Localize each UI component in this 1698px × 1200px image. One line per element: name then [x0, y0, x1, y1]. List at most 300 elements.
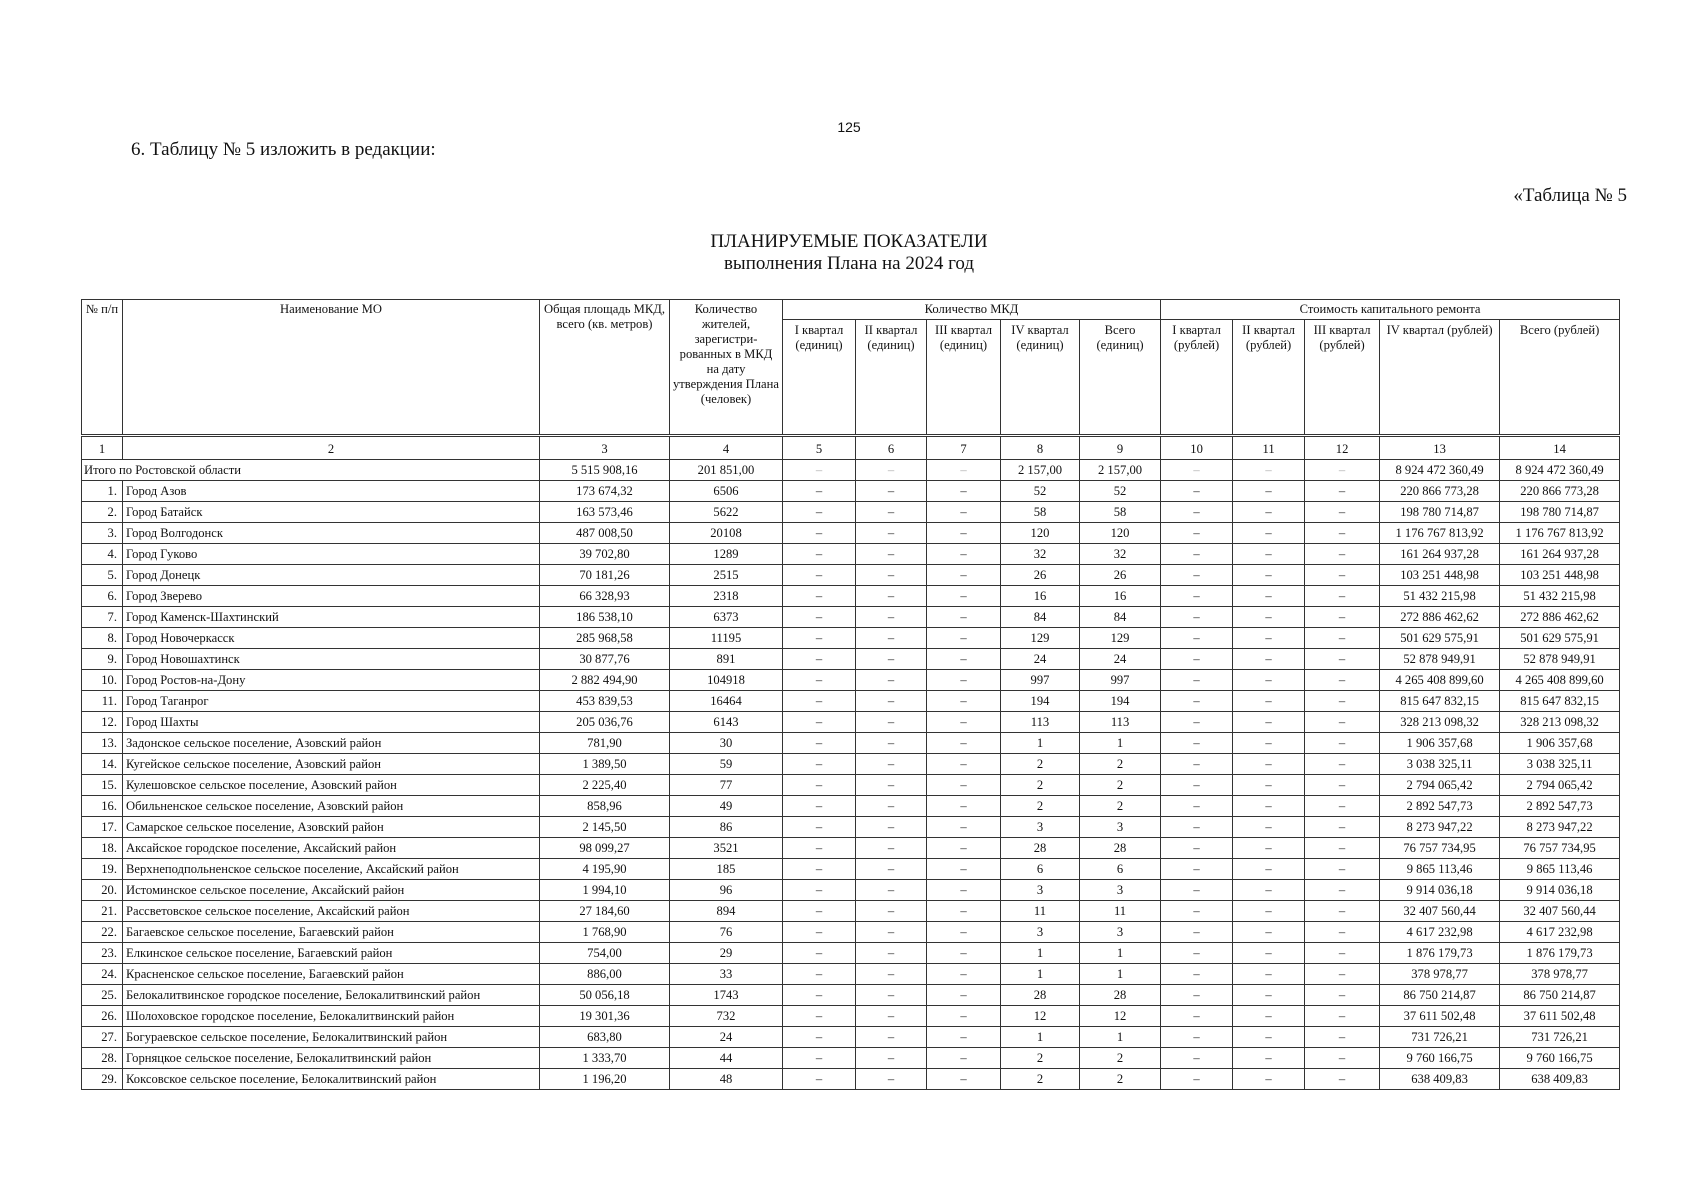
cost-q4-cell: 4 617 232,98: [1380, 922, 1500, 943]
column-number: 6: [856, 436, 927, 460]
units-quarter-dash: –: [856, 712, 927, 733]
units-q4-cell: 3: [1001, 922, 1080, 943]
units-total-cell: 26: [1080, 565, 1161, 586]
row-number: 2.: [82, 502, 123, 523]
units-total-cell: 58: [1080, 502, 1161, 523]
cost-q4-cell: 731 726,21: [1380, 1027, 1500, 1048]
units-quarter-dash: –: [856, 691, 927, 712]
units-quarter-dash: –: [783, 943, 856, 964]
units-q4-cell: 26: [1001, 565, 1080, 586]
units-total-cell: 2: [1080, 775, 1161, 796]
cost-quarter-dash: –: [1233, 859, 1305, 880]
cost-q4-cell: 220 866 773,28: [1380, 481, 1500, 502]
row-number: 7.: [82, 607, 123, 628]
area-cell: 1 389,50: [540, 754, 670, 775]
header-q2-units: II квартал (единиц): [856, 320, 927, 436]
residents-cell: 86: [670, 817, 783, 838]
cost-quarter-dash: –: [1161, 901, 1233, 922]
units-quarter-dash: –: [856, 796, 927, 817]
cost-quarter-dash: –: [1233, 817, 1305, 838]
row-number: 10.: [82, 670, 123, 691]
units-quarter-dash: –: [927, 607, 1001, 628]
table-row: [82, 1027, 1620, 1048]
units-quarter-dash: –: [856, 544, 927, 565]
cost-q4-cell: 103 251 448,98: [1380, 565, 1500, 586]
area-cell: 886,00: [540, 964, 670, 985]
units-quarter-dash: –: [927, 733, 1001, 754]
units-quarter-dash: –: [856, 649, 927, 670]
municipality-name: Аксайское городское поселение, Аксайский район: [123, 838, 540, 859]
header-mkd-group: Количество МКД: [783, 300, 1161, 320]
cost-quarter-dash: –: [1161, 754, 1233, 775]
cost-q4-cell: 2 794 065,42: [1380, 775, 1500, 796]
area-cell: 2 145,50: [540, 817, 670, 838]
cost-total-cell: 1 176 767 813,92: [1500, 523, 1620, 544]
table-row: [82, 607, 1620, 628]
residents-cell: 29: [670, 943, 783, 964]
units-quarter-dash: –: [783, 565, 856, 586]
units-quarter-dash: –: [783, 544, 856, 565]
units-quarter-dash: –: [856, 922, 927, 943]
units-quarter-dash: –: [856, 880, 927, 901]
units-quarter-dash: –: [927, 1027, 1001, 1048]
cost-quarter-dash: –: [1305, 796, 1380, 817]
units-quarter-dash: –: [927, 922, 1001, 943]
table-row: [82, 985, 1620, 1006]
cost-total-cell: 86 750 214,87: [1500, 985, 1620, 1006]
area-cell: 66 328,93: [540, 586, 670, 607]
cost-quarter-dash: –: [1305, 859, 1380, 880]
residents-cell: 11195: [670, 628, 783, 649]
units-quarter-dash: –: [927, 754, 1001, 775]
row-number: 24.: [82, 964, 123, 985]
units-quarter-dash: –: [783, 1006, 856, 1027]
total-cell: –: [1305, 460, 1380, 481]
units-total-cell: 11: [1080, 901, 1161, 922]
cost-quarter-dash: –: [1305, 901, 1380, 922]
cost-q4-cell: 3 038 325,11: [1380, 754, 1500, 775]
cost-quarter-dash: –: [1161, 817, 1233, 838]
cost-q4-cell: 8 273 947,22: [1380, 817, 1500, 838]
header-area: Общая площадь МКД, всего (кв. метров): [540, 300, 670, 436]
cost-quarter-dash: –: [1305, 481, 1380, 502]
area-cell: 186 538,10: [540, 607, 670, 628]
cost-quarter-dash: –: [1233, 901, 1305, 922]
cost-quarter-dash: –: [1233, 544, 1305, 565]
cost-q4-cell: 1 176 767 813,92: [1380, 523, 1500, 544]
municipality-name: Город Волгодонск: [123, 523, 540, 544]
total-cell: 8 924 472 360,49: [1380, 460, 1500, 481]
cost-total-cell: 638 409,83: [1500, 1069, 1620, 1090]
units-total-cell: 28: [1080, 838, 1161, 859]
units-quarter-dash: –: [783, 502, 856, 523]
units-q4-cell: 3: [1001, 817, 1080, 838]
units-q4-cell: 2: [1001, 1069, 1080, 1090]
units-quarter-dash: –: [927, 502, 1001, 523]
units-total-cell: 2: [1080, 1069, 1161, 1090]
municipality-name: Елкинское сельское поселение, Багаевский район: [123, 943, 540, 964]
cost-quarter-dash: –: [1161, 565, 1233, 586]
total-cell: –: [927, 460, 1001, 481]
table-row: [82, 901, 1620, 922]
cost-total-cell: 52 878 949,91: [1500, 649, 1620, 670]
cost-quarter-dash: –: [1305, 733, 1380, 754]
units-quarter-dash: –: [856, 985, 927, 1006]
cost-quarter-dash: –: [1305, 880, 1380, 901]
units-quarter-dash: –: [856, 859, 927, 880]
page-number: 125: [837, 119, 861, 135]
cost-quarter-dash: –: [1233, 565, 1305, 586]
row-number: 4.: [82, 544, 123, 565]
municipality-name: Город Донецк: [123, 565, 540, 586]
row-number: 5.: [82, 565, 123, 586]
total-cell: 2 157,00: [1080, 460, 1161, 481]
units-quarter-dash: –: [783, 712, 856, 733]
residents-cell: 49: [670, 796, 783, 817]
cost-total-cell: 51 432 215,98: [1500, 586, 1620, 607]
cost-quarter-dash: –: [1305, 1027, 1380, 1048]
cost-q4-cell: 9 865 113,46: [1380, 859, 1500, 880]
header-residents: Количество жителей, зарегистри-рованных в МКД на дату утверждения Плана (человек): [670, 300, 783, 436]
municipality-name: Город Шахты: [123, 712, 540, 733]
instruction-text: 6. Таблицу № 5 изложить в редакции:: [131, 139, 436, 160]
units-q4-cell: 32: [1001, 544, 1080, 565]
cost-quarter-dash: –: [1233, 1048, 1305, 1069]
cost-quarter-dash: –: [1233, 649, 1305, 670]
residents-cell: 2515: [670, 565, 783, 586]
municipality-name: Самарское сельское поселение, Азовский район: [123, 817, 540, 838]
cost-q4-cell: 9 760 166,75: [1380, 1048, 1500, 1069]
cost-q4-cell: 9 914 036,18: [1380, 880, 1500, 901]
row-number: 1.: [82, 481, 123, 502]
residents-cell: 732: [670, 1006, 783, 1027]
cost-quarter-dash: –: [1161, 964, 1233, 985]
residents-cell: 6143: [670, 712, 783, 733]
units-q4-cell: 12: [1001, 1006, 1080, 1027]
municipality-name: Город Новочеркасск: [123, 628, 540, 649]
table-row: [82, 1048, 1620, 1069]
residents-cell: 6373: [670, 607, 783, 628]
units-q4-cell: 129: [1001, 628, 1080, 649]
cost-quarter-dash: –: [1305, 712, 1380, 733]
cost-total-cell: 76 757 734,95: [1500, 838, 1620, 859]
units-quarter-dash: –: [927, 775, 1001, 796]
area-cell: 1 333,70: [540, 1048, 670, 1069]
row-number: 26.: [82, 1006, 123, 1027]
units-quarter-dash: –: [783, 670, 856, 691]
residents-cell: 33: [670, 964, 783, 985]
residents-cell: 894: [670, 901, 783, 922]
cost-total-cell: 4 265 408 899,60: [1500, 670, 1620, 691]
municipality-name: Истоминское сельское поселение, Аксайский район: [123, 880, 540, 901]
units-quarter-dash: –: [783, 880, 856, 901]
cost-quarter-dash: –: [1233, 985, 1305, 1006]
units-quarter-dash: –: [927, 859, 1001, 880]
cost-quarter-dash: –: [1305, 943, 1380, 964]
area-cell: 163 573,46: [540, 502, 670, 523]
units-quarter-dash: –: [927, 565, 1001, 586]
area-cell: 19 301,36: [540, 1006, 670, 1027]
units-quarter-dash: –: [856, 586, 927, 607]
units-quarter-dash: –: [783, 901, 856, 922]
table-row: [82, 859, 1620, 880]
units-total-cell: 3: [1080, 922, 1161, 943]
cost-quarter-dash: –: [1233, 754, 1305, 775]
units-quarter-dash: –: [856, 943, 927, 964]
cost-total-cell: 198 780 714,87: [1500, 502, 1620, 523]
municipality-name: Город Зверево: [123, 586, 540, 607]
units-q4-cell: 113: [1001, 712, 1080, 733]
cost-q4-cell: 86 750 214,87: [1380, 985, 1500, 1006]
units-quarter-dash: –: [856, 964, 927, 985]
municipality-name: Верхнеподпольненское сельское поселение, Аксайский район: [123, 859, 540, 880]
document-title: [0, 231, 1698, 275]
units-q4-cell: 28: [1001, 838, 1080, 859]
area-cell: 2 225,40: [540, 775, 670, 796]
row-number: 11.: [82, 691, 123, 712]
header-name: Наименование МО: [123, 300, 540, 436]
residents-cell: 77: [670, 775, 783, 796]
cost-q4-cell: 161 264 937,28: [1380, 544, 1500, 565]
area-cell: 754,00: [540, 943, 670, 964]
cost-quarter-dash: –: [1233, 523, 1305, 544]
table-row: [82, 1069, 1620, 1090]
total-cell: 8 924 472 360,49: [1500, 460, 1620, 481]
table-row: [82, 502, 1620, 523]
units-total-cell: 194: [1080, 691, 1161, 712]
row-number: 15.: [82, 775, 123, 796]
municipality-name: Рассветовское сельское поселение, Аксайский район: [123, 901, 540, 922]
cost-total-cell: 8 273 947,22: [1500, 817, 1620, 838]
area-cell: 2 882 494,90: [540, 670, 670, 691]
column-number: 10: [1161, 436, 1233, 460]
cost-total-cell: 272 886 462,62: [1500, 607, 1620, 628]
column-number: 4: [670, 436, 783, 460]
units-total-cell: 32: [1080, 544, 1161, 565]
cost-total-cell: 731 726,21: [1500, 1027, 1620, 1048]
municipality-name: Обильненское сельское поселение, Азовский район: [123, 796, 540, 817]
area-cell: 453 839,53: [540, 691, 670, 712]
total-label: Итого по Ростовской области: [82, 460, 540, 481]
cost-q4-cell: 501 629 575,91: [1380, 628, 1500, 649]
cost-quarter-dash: –: [1161, 481, 1233, 502]
table-row: [82, 754, 1620, 775]
units-quarter-dash: –: [783, 922, 856, 943]
municipality-name: Город Новошахтинск: [123, 649, 540, 670]
cost-quarter-dash: –: [1233, 502, 1305, 523]
table-body: [82, 460, 1620, 1090]
units-quarter-dash: –: [856, 838, 927, 859]
residents-cell: 6506: [670, 481, 783, 502]
cost-quarter-dash: –: [1305, 628, 1380, 649]
column-number: 2: [123, 436, 540, 460]
cost-quarter-dash: –: [1161, 712, 1233, 733]
header-q3-units: III квартал (единиц): [927, 320, 1001, 436]
cost-quarter-dash: –: [1161, 775, 1233, 796]
cost-quarter-dash: –: [1233, 733, 1305, 754]
municipality-name: Кугейское сельское поселение, Азовский район: [123, 754, 540, 775]
cost-q4-cell: 378 978,77: [1380, 964, 1500, 985]
column-number: 3: [540, 436, 670, 460]
units-quarter-dash: –: [927, 901, 1001, 922]
table-row: [82, 586, 1620, 607]
units-q4-cell: 24: [1001, 649, 1080, 670]
total-cell: 201 851,00: [670, 460, 783, 481]
cost-quarter-dash: –: [1233, 586, 1305, 607]
cost-quarter-dash: –: [1305, 691, 1380, 712]
municipality-name: Город Азов: [123, 481, 540, 502]
table-row: [82, 796, 1620, 817]
units-total-cell: 12: [1080, 1006, 1161, 1027]
units-q4-cell: 1: [1001, 733, 1080, 754]
cost-quarter-dash: –: [1233, 796, 1305, 817]
units-total-cell: 3: [1080, 880, 1161, 901]
units-total-cell: 2: [1080, 1048, 1161, 1069]
residents-cell: 1289: [670, 544, 783, 565]
residents-cell: 24: [670, 1027, 783, 1048]
units-quarter-dash: –: [927, 481, 1001, 502]
units-quarter-dash: –: [783, 586, 856, 607]
units-q4-cell: 2: [1001, 1048, 1080, 1069]
municipality-name: Коксовское сельское поселение, Белокалитвинский район: [123, 1069, 540, 1090]
units-quarter-dash: –: [856, 523, 927, 544]
units-q4-cell: 11: [1001, 901, 1080, 922]
header-total-rub: Всего (рублей): [1500, 320, 1620, 436]
units-quarter-dash: –: [927, 1006, 1001, 1027]
municipality-name: Город Таганрог: [123, 691, 540, 712]
municipality-name: Богураевское сельское поселение, Белокалитвинский район: [123, 1027, 540, 1048]
cost-quarter-dash: –: [1161, 1027, 1233, 1048]
units-q4-cell: 2: [1001, 775, 1080, 796]
cost-q4-cell: 198 780 714,87: [1380, 502, 1500, 523]
cost-quarter-dash: –: [1233, 481, 1305, 502]
cost-total-cell: 9 914 036,18: [1500, 880, 1620, 901]
column-number: 8: [1001, 436, 1080, 460]
area-cell: 27 184,60: [540, 901, 670, 922]
units-total-cell: 1: [1080, 733, 1161, 754]
units-quarter-dash: –: [783, 1069, 856, 1090]
cost-quarter-dash: –: [1233, 712, 1305, 733]
units-quarter-dash: –: [783, 628, 856, 649]
cost-total-cell: 1 906 357,68: [1500, 733, 1620, 754]
area-cell: 1 768,90: [540, 922, 670, 943]
cost-quarter-dash: –: [1305, 985, 1380, 1006]
units-quarter-dash: –: [783, 817, 856, 838]
cost-q4-cell: 638 409,83: [1380, 1069, 1500, 1090]
units-quarter-dash: –: [927, 985, 1001, 1006]
units-q4-cell: 16: [1001, 586, 1080, 607]
cost-total-cell: 2 794 065,42: [1500, 775, 1620, 796]
total-cell: –: [783, 460, 856, 481]
units-q4-cell: 1: [1001, 943, 1080, 964]
units-total-cell: 2: [1080, 796, 1161, 817]
cost-quarter-dash: –: [1161, 544, 1233, 565]
table-row: [82, 880, 1620, 901]
units-quarter-dash: –: [856, 775, 927, 796]
header-q1-rub: I квартал (рублей): [1161, 320, 1233, 436]
units-q4-cell: 120: [1001, 523, 1080, 544]
residents-cell: 48: [670, 1069, 783, 1090]
cost-quarter-dash: –: [1233, 1006, 1305, 1027]
area-cell: 70 181,26: [540, 565, 670, 586]
units-total-cell: 113: [1080, 712, 1161, 733]
municipality-name: Город Гуково: [123, 544, 540, 565]
row-number: 17.: [82, 817, 123, 838]
cost-quarter-dash: –: [1161, 922, 1233, 943]
units-quarter-dash: –: [783, 754, 856, 775]
header-total-units: Всего (единиц): [1080, 320, 1161, 436]
units-quarter-dash: –: [927, 817, 1001, 838]
column-number: 12: [1305, 436, 1380, 460]
total-cell: 2 157,00: [1001, 460, 1080, 481]
units-quarter-dash: –: [783, 691, 856, 712]
cost-quarter-dash: –: [1161, 691, 1233, 712]
cost-total-cell: 220 866 773,28: [1500, 481, 1620, 502]
units-q4-cell: 1: [1001, 964, 1080, 985]
cost-quarter-dash: –: [1161, 880, 1233, 901]
units-quarter-dash: –: [783, 649, 856, 670]
cost-quarter-dash: –: [1305, 565, 1380, 586]
cost-q4-cell: 51 432 215,98: [1380, 586, 1500, 607]
cost-quarter-dash: –: [1305, 1069, 1380, 1090]
cost-quarter-dash: –: [1161, 1048, 1233, 1069]
cost-quarter-dash: –: [1233, 880, 1305, 901]
table-row: [82, 544, 1620, 565]
units-quarter-dash: –: [856, 901, 927, 922]
cost-quarter-dash: –: [1161, 859, 1233, 880]
residents-cell: 104918: [670, 670, 783, 691]
cost-total-cell: 378 978,77: [1500, 964, 1620, 985]
table-row: [82, 628, 1620, 649]
header-q4-rub: IV квартал (рублей): [1380, 320, 1500, 436]
area-cell: 487 008,50: [540, 523, 670, 544]
units-quarter-dash: –: [856, 1069, 927, 1090]
cost-total-cell: 103 251 448,98: [1500, 565, 1620, 586]
column-number: 14: [1500, 436, 1620, 460]
units-q4-cell: 194: [1001, 691, 1080, 712]
total-cell: –: [1233, 460, 1305, 481]
row-number: 8.: [82, 628, 123, 649]
units-quarter-dash: –: [927, 691, 1001, 712]
cost-q4-cell: 1 876 179,73: [1380, 943, 1500, 964]
cost-total-cell: 9 760 166,75: [1500, 1048, 1620, 1069]
cost-quarter-dash: –: [1233, 607, 1305, 628]
cost-quarter-dash: –: [1233, 943, 1305, 964]
units-quarter-dash: –: [856, 481, 927, 502]
row-number: 9.: [82, 649, 123, 670]
header-q1-units: I квартал (единиц): [783, 320, 856, 436]
table-row: [82, 712, 1620, 733]
title-line-1: ПЛАНИРУЕМЫЕ ПОКАЗАТЕЛИ: [710, 231, 988, 252]
residents-cell: 1743: [670, 985, 783, 1006]
row-number: 27.: [82, 1027, 123, 1048]
residents-cell: 96: [670, 880, 783, 901]
table-row: [82, 481, 1620, 502]
cost-total-cell: 161 264 937,28: [1500, 544, 1620, 565]
units-quarter-dash: –: [856, 754, 927, 775]
units-quarter-dash: –: [856, 1006, 927, 1027]
units-q4-cell: 6: [1001, 859, 1080, 880]
units-quarter-dash: –: [783, 985, 856, 1006]
units-q4-cell: 3: [1001, 880, 1080, 901]
units-quarter-dash: –: [856, 628, 927, 649]
units-total-cell: 1: [1080, 943, 1161, 964]
residents-cell: 16464: [670, 691, 783, 712]
units-quarter-dash: –: [783, 775, 856, 796]
units-quarter-dash: –: [783, 607, 856, 628]
units-total-cell: 2: [1080, 754, 1161, 775]
row-number: 12.: [82, 712, 123, 733]
